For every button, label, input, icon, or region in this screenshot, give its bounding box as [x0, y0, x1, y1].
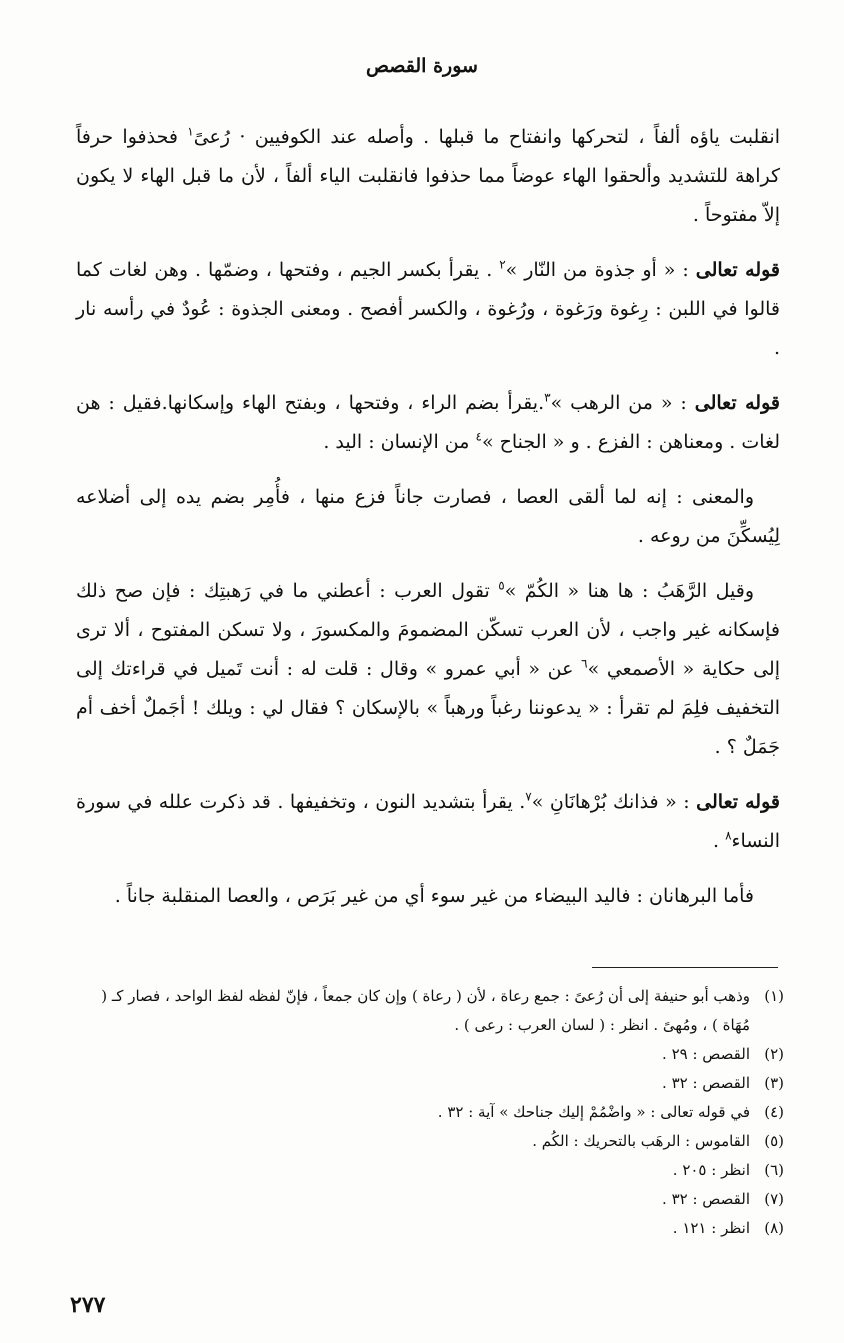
lead-phrase: قوله تعالى: [694, 392, 780, 414]
main-text: [76, 118, 780, 932]
paragraph-1: انقلبت ياؤه ألفاً ، لتحركها وانفتاح ما قبلها . وأصله عند الكوفيين · رُعىً$^١$ فحذفوا حرفاً كراهة للتشديد وألحقوا الهاء عوضاً مما حذفوا فانقلبت الياء ألفاً ، لأن ما قبل الهاء لا يكون إلاّ مفتوحاً .: [76, 124, 780, 226]
footnote-1: [76, 982, 784, 1040]
footnote-4: [76, 1098, 784, 1127]
running-head: سورة القصص: [366, 55, 478, 77]
footnote-ref[interactable]: ٤: [475, 429, 482, 444]
footnote-number: (٢): [764, 1045, 784, 1063]
footnote-number: (٨): [764, 1219, 784, 1237]
footnote-2: [76, 1040, 784, 1069]
footnote-ref[interactable]: ٧: [525, 789, 532, 804]
footnote-3: [76, 1069, 784, 1098]
footnote-ref[interactable]: ١: [187, 124, 194, 139]
footnote-5: [76, 1127, 784, 1156]
footnote-ref[interactable]: ٢: [499, 257, 506, 272]
footnote-number: (٤): [764, 1103, 784, 1121]
footnote-text: القصص : ٣٢ .: [662, 1190, 750, 1208]
footnote-ref[interactable]: ٥: [498, 578, 505, 593]
footnote-text: وذهب أبو حنيفة إلى أن رُعىً : جمع رعاة ، لأن ( رعاة ) وإن كان جمعاً ، فإنّ لفظه لفظ الواحد ، فصار كـ ( مُهَاة ) ، ومُهىً . انظر : ( لسان العرب : رعى ) .: [101, 987, 750, 1034]
footnote-number: (٣): [764, 1074, 784, 1092]
footnote-number: (١): [764, 987, 784, 1005]
paragraph-5: وقيل الرَّهَبُ : ها هنا « الكُمّ »$^٥$ تقول العرب : أعطني ما في رَهبتِك : فإن صح ذلك فإسكانه غير واجب ، لأن العرب تسكّن المضمومَ والمكسورَ ، ولا تسكن المفتوح ، ألا ترى إلى حكاية « الأصمعي »$^٦$ عن « أبي عمرو » وقال : قلت له : أنت تَميل في قراءتك إلى التخفيف فلِمَ لم تقرأ : « يدعوننا رغباً ورهباً » بالإسكان ؟ فقال لي : ويلك ! أجَملٌ أخف أم جَمَلٌ ؟ .: [76, 578, 780, 758]
lead-phrase: قوله تعالى: [696, 791, 780, 813]
paragraph-4: والمعنى : إنه لما ألقى العصا ، فصارت جاناً فزع منها ، فأُمِر بضم يده إلى أضلاعه لِيُسكِّنَ من روعه .: [76, 486, 780, 547]
footnote-text: القاموس : الرهَب بالتحريك : الكُم .: [532, 1132, 750, 1150]
paragraph-3: قوله تعالى : « من الرهب »$^٣$.يقرأ بضم الراء ، وفتحها ، وبفتح الهاء وإسكانها.فقيل : هن لغات . ومعناهن : الفزع . و « الجناح »$^٤$ من الإنسان : اليد .: [76, 390, 780, 453]
footnote-text: انظر : ٢٠٥ .: [672, 1161, 750, 1179]
footnotes: [76, 982, 784, 1243]
page-number: ٢٧٧: [70, 1292, 106, 1318]
footnote-text: القصص : ٢٩ .: [662, 1045, 750, 1063]
footnote-number: (٦): [764, 1161, 784, 1179]
footnote-ref[interactable]: ٣: [544, 390, 551, 405]
footnote-ref[interactable]: ٨: [725, 828, 732, 843]
footnote-separator: [592, 967, 778, 968]
footnote-ref[interactable]: ٦: [581, 656, 588, 671]
footnote-number: (٥): [764, 1132, 784, 1150]
lead-phrase: قوله تعالى: [695, 259, 781, 281]
footnote-number: (٧): [764, 1190, 784, 1208]
footnote-8: [76, 1214, 784, 1243]
footnote-text: القصص : ٣٢ .: [662, 1074, 750, 1092]
paragraph-7: فأما البرهانان : فاليد البيضاء من غير سوء أي من غير بَرَص ، والعصا المنقلبة جاناً .: [114, 885, 754, 907]
paragraph-6: قوله تعالى : « فذانك بُرْهانَانِ »$^٧$. يقرأ بتشديد النون ، وتخفيفها . قد ذكرت علله في سورة النساء$^٨$ .: [76, 789, 780, 852]
footnote-text: في قوله تعالى : « واضْمُمْ إليك جناحك » آية : ٣٢ .: [437, 1103, 750, 1121]
footnote-6: [76, 1156, 784, 1185]
footnote-text: انظر : ١٢١ .: [672, 1219, 750, 1237]
footnote-7: [76, 1185, 784, 1214]
paragraph-2: قوله تعالى : « أو جذوة من النّار »$^٢$ . يقرأ بكسر الجيم ، وفتحها ، وضمّها . وهن لغات كما قالوا في اللبن : رِغوة ورَغوة ، ورُغوة ، والكسر أفصح . ومعنى الجذوة : عُودٌ في رأسه نار .: [76, 257, 781, 359]
